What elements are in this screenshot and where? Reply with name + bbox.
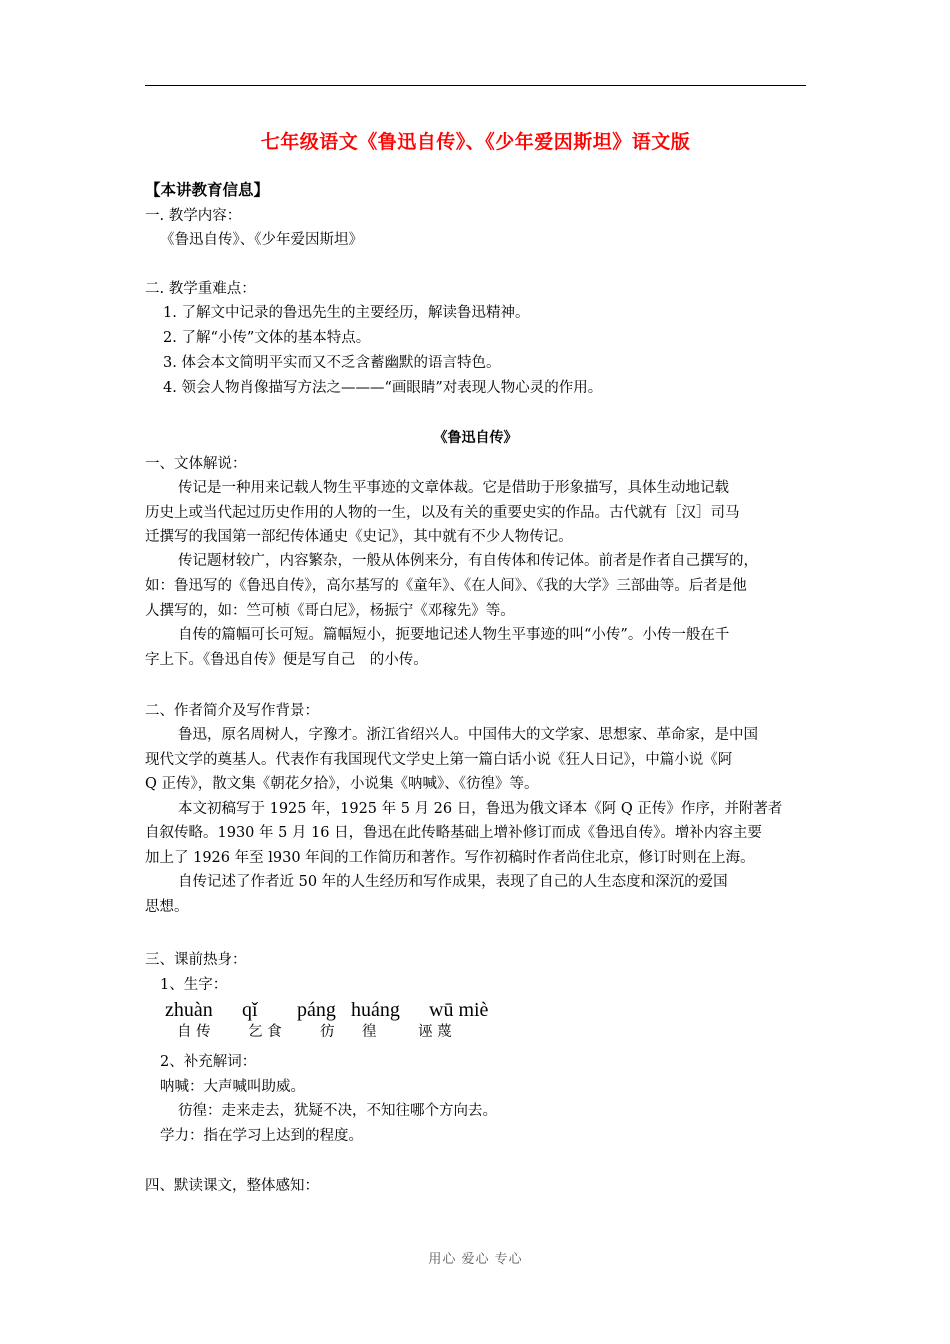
character: 自 传 — [177, 1024, 211, 1040]
section-header: 【本讲教育信息】 — [145, 181, 270, 199]
document-title: 七年级语文《鲁迅自传》、《少年爱因斯坦》语文版 — [260, 131, 691, 153]
pinyin: qǐ — [242, 999, 258, 1021]
author-heading: 二、作者简介及写作背景： — [145, 703, 319, 719]
definition-item: 呐喊：大声喊叫助威。 — [160, 1079, 305, 1095]
content-heading: 一. 教学内容： — [145, 208, 242, 224]
genre-line: 迁撰写的我国第一部纪传体通史《史记》，其中就有不少人物传记。 — [145, 529, 573, 545]
author-line: 加上了 1926 年至 l930 年间的工作简历和著作。写作初稿时作者尚住北京，修订时则在上海。 — [145, 850, 755, 866]
keypoints-heading: 二. 教学重难点： — [145, 281, 256, 297]
header-rule — [145, 85, 806, 86]
warmup-heading: 三、课前热身： — [145, 952, 247, 968]
author-line: Q 正传》，散文集《朝花夕拾》，小说集《呐喊》、《彷徨》等。 — [145, 776, 539, 792]
genre-line: 历史上或当代起过历史作用的人物的一生，以及有关的重要史实的作品。古代就有［汉］司马 — [145, 505, 740, 521]
genre-line: 自传的篇幅可长可短。篇幅短小，扼要地记述人物生平事迹的叫“小传”。小传一般在千 — [178, 627, 730, 643]
character: 诬 蔑 — [418, 1024, 452, 1040]
author-line: 思想。 — [145, 899, 189, 915]
word-definitions-label: 2、补充解词： — [160, 1054, 257, 1070]
genre-line: 如：鲁迅写的《鲁迅自传》，高尔基写的《童年》、《在人间》、《我的大学》三部曲等。后者是他 — [145, 578, 747, 594]
keypoint-item: 4. 领会人物肖像描写方法之———“画眼睛”对表现人物心灵的作用。 — [163, 380, 603, 396]
definition-item: 彷徨：走来走去，犹疑不决，不知往哪个方向去。 — [178, 1103, 497, 1119]
genre-heading: 一、文体解说： — [145, 456, 247, 472]
character: 徨 — [362, 1024, 377, 1040]
author-line: 鲁迅，原名周树人，字豫才。浙江省绍兴人。中国伟大的文学家、思想家、革命家，是中国 — [178, 727, 758, 743]
character: 乞 食 — [248, 1024, 282, 1040]
keypoint-item: 3. 体会本文简明平实而又不乏含蓄幽默的语言特色。 — [163, 355, 501, 371]
author-line: 自传记述了作者近 50 年的人生经历和写作成果，表现了自己的人生态度和深沉的爱国 — [178, 874, 728, 890]
pinyin: páng — [297, 999, 336, 1021]
genre-line: 传记题材较广，内容繁杂，一般从体例来分，有自传体和传记体。前者是作者自己撰写的， — [178, 553, 758, 569]
author-line: 本文初稿写于 1925 年，1925 年 5 月 26 日，鲁迅为俄文译本《阿 Q 正传》作序，并附著者 — [178, 801, 783, 817]
pinyin: huáng — [351, 999, 400, 1021]
genre-line: 传记是一种用来记载人物生平事迹的文章体裁。它是借助于形象描写，具体生动地记载 — [178, 480, 729, 496]
page-footer: 用心 爱心 专心 — [428, 1252, 523, 1267]
genre-line: 字上下。《鲁迅自传》便是写自己 的小传。 — [145, 652, 428, 668]
character: 彷 — [320, 1024, 335, 1040]
keypoint-item: 2. 了解“小传”文体的基本特点。 — [163, 330, 371, 346]
keypoint-item: 1. 了解文中记录的鲁迅先生的主要经历，解读鲁迅精神。 — [163, 305, 530, 321]
reading-heading: 四、默读课文，整体感知： — [145, 1178, 319, 1194]
content-text: 《鲁迅自传》、《少年爱因斯坦》 — [160, 232, 363, 248]
pinyin: zhuàn — [165, 999, 213, 1021]
author-line: 自叙传略。1930 年 5 月 16 日，鲁迅在此传略基础上增补修订而成《鲁迅自传》。增补内容主要 — [145, 825, 762, 841]
lesson-title: 《鲁迅自传》 — [433, 430, 518, 446]
new-characters-label: 1、生字： — [160, 977, 228, 993]
pinyin: wū miè — [429, 999, 489, 1021]
author-line: 现代文学的奠基人。代表作有我国现代文学史上第一篇白话小说《狂人日记》，中篇小说《阿 — [145, 752, 733, 768]
genre-line: 人撰写的，如：竺可桢《哥白尼》，杨振宁《邓稼先》等。 — [145, 603, 515, 619]
definition-item: 学力：指在学习上达到的程度。 — [160, 1128, 363, 1144]
